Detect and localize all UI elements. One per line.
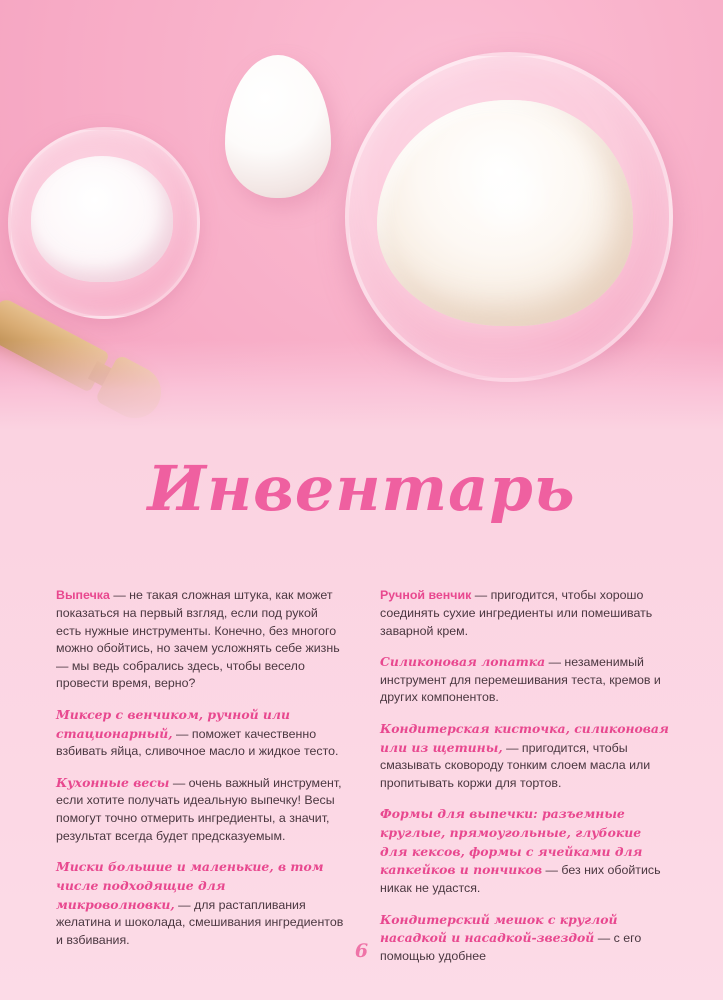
list-item — [56, 587, 346, 693]
entry-term: Выпечка — [56, 588, 110, 603]
page-number: 6 — [354, 940, 369, 962]
entry-term: Силиконовая лопатка — [380, 654, 546, 670]
list-item — [56, 706, 346, 761]
entry-text: — с его помощью удобнее — [380, 931, 642, 963]
entry-term: Миски большие и маленькие, в том числе подходящие для микроволновки, — [56, 859, 324, 912]
entry-term: Кухонные весы — [56, 774, 170, 790]
header-photo — [0, 0, 723, 430]
column-right — [380, 575, 670, 978]
list-item — [56, 858, 346, 949]
rolling-pin-neck — [88, 361, 117, 389]
text-columns — [56, 575, 671, 978]
entry-text: — очень важный инструмент, если хотите получать идеальную выпечку! Весы помогут точно отмерить ингредиенты, а значит, результат всегда будет предсказуемым. — [56, 775, 342, 843]
entry-text: — для растапливания желатина и шоколада, смешивания ингредиентов и взбивания. — [56, 897, 344, 947]
entry-text: — пригодится, чтобы смазывать сковороду тонким слоем масла или пропитывать коржи для тортов. — [380, 740, 651, 790]
entry-term: Кондитерский мешок с круглой насадкой и насадкой-звездой — [380, 911, 618, 946]
list-item — [380, 587, 670, 640]
entry-term: Кондитерская кисточка, силиконовая или из щетины, — [380, 721, 669, 755]
list-item — [380, 653, 670, 707]
entry-text: — незаменимый инструмент для перемешивания теста, кремов и других компонентов. — [380, 655, 661, 705]
entry-term: Формы для выпечки: разъемные круглые, прямоугольные, глубокие для кексов, формы с ячейками для капкейков и пончиков — [380, 806, 643, 878]
column-left — [56, 575, 346, 978]
list-item — [380, 720, 670, 792]
entry-text: — без них обойтись никак не удастся. — [380, 863, 661, 895]
page-title: Инвентарь — [147, 452, 576, 525]
list-item — [56, 774, 346, 845]
entry-text: — пригодится, чтобы хорошо соединять сухие ингредиенты или помешивать заварной крем. — [380, 588, 653, 638]
flour-contents — [377, 100, 633, 326]
sugar-contents — [31, 156, 173, 282]
entry-term: Миксер с венчиком, ручной или стационарный, — [56, 707, 290, 741]
rolling-pin-handle — [95, 354, 171, 427]
list-item — [380, 805, 670, 897]
egg — [225, 55, 331, 198]
entry-text: — не такая сложная штука, как может показаться на первый взгляд, если под рукой есть нужные инструменты. Конечно, без многого можно обойтись, но зачем усложнять себе жизнь — мы ведь собрались здесь, чтобы весело провести время, верно? — [56, 588, 340, 691]
entry-term: Ручной венчик — [380, 588, 472, 603]
entry-text: — поможет качественно взбивать яйца, сливочное масло и жидкое тесто. — [56, 726, 339, 759]
flour-bowl — [345, 52, 673, 382]
sugar-bowl — [8, 127, 200, 319]
